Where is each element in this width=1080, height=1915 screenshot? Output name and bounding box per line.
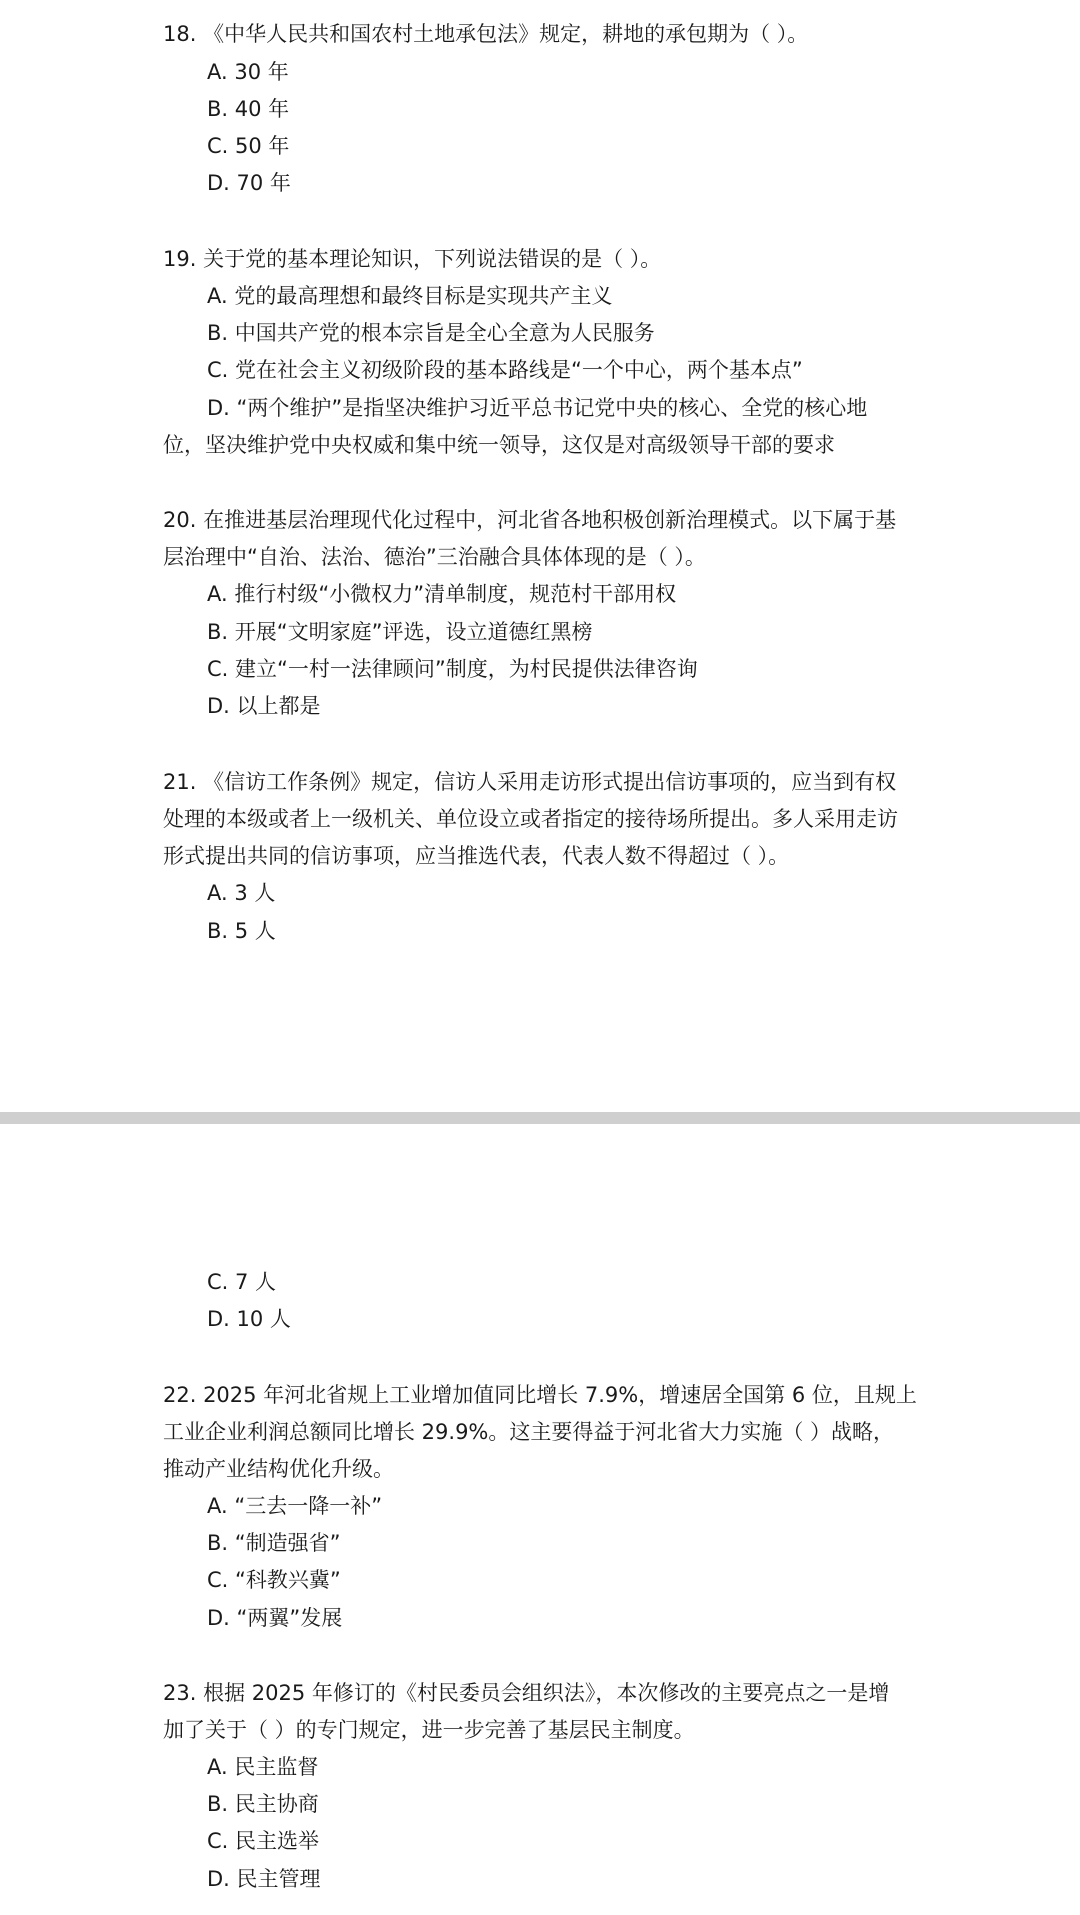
question-stem: 18. 《中华人民共和国农村土地承包法》规定，耕地的承包期为（ ）。	[163, 22, 809, 46]
option-c: C. 建立“一村一法律顾问”制度，为村民提供法律咨询	[207, 657, 698, 681]
option-d-continuation: 位，坚决维护党中央权威和集中统一领导，这仅是对高级领导干部的要求	[163, 433, 835, 457]
question-stem: 形式提出共同的信访事项，应当推选代表，代表人数不得超过（ ）。	[163, 844, 790, 868]
question-stem: 工业企业利润总额同比增长 29.9%。这主要得益于河北省大力实施（ ）战略，	[163, 1420, 895, 1444]
question-stem: 推动产业结构优化升级。	[163, 1457, 394, 1481]
question-stem: 层治理中“自治、法治、德治”三治融合具体体现的是（ ）。	[163, 545, 706, 569]
option-b: B. 5 人	[207, 919, 276, 943]
option-a: A. 民主监督	[207, 1755, 319, 1779]
question-stem: 22. 2025 年河北省规上工业增加值同比增长 7.9%，增速居全国第 6 位，且规上	[163, 1383, 917, 1407]
option-a: A. 党的最高理想和最终目标是实现共产主义	[207, 284, 613, 308]
page-separator	[0, 1112, 1080, 1124]
option-c: C. 党在社会主义初级阶段的基本路线是“一个中心，两个基本点”	[207, 358, 803, 382]
option-a: A. 3 人	[207, 881, 276, 905]
option-d: D. 70 年	[207, 171, 291, 195]
option-d: D. 以上都是	[207, 694, 321, 718]
option-a: A. “三去一降一补”	[207, 1494, 383, 1518]
option-d: D. 10 人	[207, 1307, 291, 1331]
option-c: C. “科教兴冀”	[207, 1568, 341, 1592]
option-b: B. 40 年	[207, 97, 290, 121]
question-stem: 19. 关于党的基本理论知识，下列说法错误的是（ ）。	[163, 247, 662, 271]
option-d: D. 民主管理	[207, 1867, 321, 1891]
option-d: D. “两翼”发展	[207, 1606, 343, 1630]
option-a: A. 30 年	[207, 60, 289, 84]
option-b: B. “制造强省”	[207, 1531, 341, 1555]
option-b: B. 开展“文明家庭”评选，设立道德红黑榜	[207, 620, 593, 644]
question-stem: 20. 在推进基层治理现代化过程中，河北省各地积极创新治理模式。以下属于基	[163, 508, 897, 532]
option-b: B. 中国共产党的根本宗旨是全心全意为人民服务	[207, 321, 655, 345]
option-b: B. 民主协商	[207, 1792, 319, 1816]
question-stem: 21. 《信访工作条例》规定，信访人采用走访形式提出信访事项的，应当到有权	[163, 770, 897, 794]
document-page-2	[0, 1124, 1080, 1915]
option-a: A. 推行村级“小微权力”清单制度，规范村干部用权	[207, 582, 677, 606]
option-c: C. 民主选举	[207, 1829, 320, 1853]
option-d: D. “两个维护”是指坚决维护习近平总书记党中央的核心、全党的核心地	[207, 396, 868, 420]
question-stem: 加了关于（ ）的专门规定，进一步完善了基层民主制度。	[163, 1718, 695, 1742]
option-c: C. 7 人	[207, 1270, 277, 1294]
question-stem: 处理的本级或者上一级机关、单位设立或者指定的接待场所提出。多人采用走访	[163, 807, 898, 831]
question-stem: 23. 根据 2025 年修订的《村民委员会组织法》，本次修改的主要亮点之一是增	[163, 1681, 890, 1705]
option-c: C. 50 年	[207, 134, 290, 158]
